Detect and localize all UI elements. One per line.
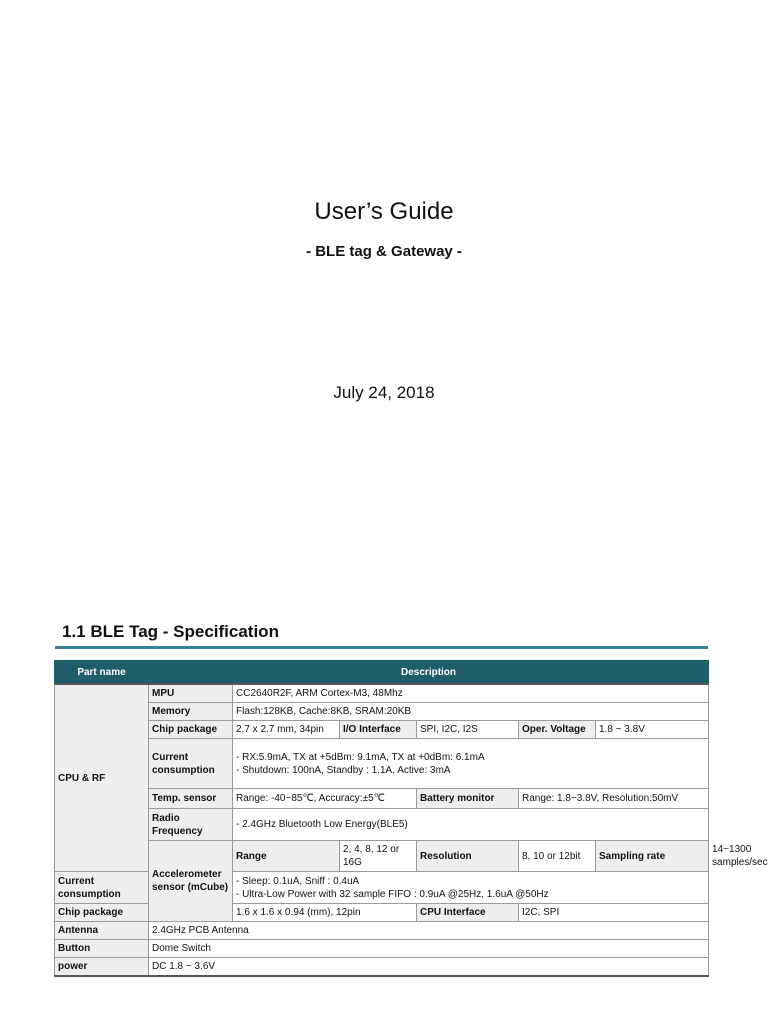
label-chip-package: Chip package [149, 721, 233, 739]
label-mpu: MPU [149, 684, 233, 703]
value-temp-sensor: Range: -40~85℃, Accuracy:±5℃ [233, 789, 417, 809]
value-accel-current [233, 872, 709, 904]
accel-current-line-1: - Sleep: 0.1uA, Sniff : 0.4uA [236, 875, 360, 887]
value-cpu-interface: I2C, SPI [519, 904, 709, 922]
section-divider [55, 646, 708, 649]
label-button: Button [55, 940, 149, 958]
table-row [55, 789, 709, 809]
table-row [55, 739, 709, 789]
table-row [55, 684, 709, 703]
label-radio-frequency: Radio Frequency [149, 809, 233, 841]
value-chip-package: 2.7 x 2.7 mm, 34pin [233, 721, 340, 739]
label-accel-current: Current consumption [55, 872, 149, 904]
value-memory: Flash:128KB, Cache:8KB, SRAM:20KB [233, 703, 709, 721]
label-accel-chip-package: Chip package [55, 904, 149, 922]
table-row [55, 721, 709, 739]
label-battery-monitor: Battery monitor [417, 789, 519, 809]
current-line-1: - RX:5.9mA, TX at +5dBm: 9.1mA, TX at +0dBm: 6.1mA [236, 751, 485, 763]
value-io-interface: SPI, I2C, I2S [417, 721, 519, 739]
value-battery-monitor: Range: 1.8~3.8V, Resolution:50mV [519, 789, 709, 809]
value-mpu: CC2640R2F, ARM Cortex-M3, 48Mhz [233, 684, 709, 703]
spec-table [54, 660, 768, 977]
label-temp-sensor: Temp. sensor [149, 789, 233, 809]
value-current-consumption [233, 739, 709, 789]
section-title: 1.1 BLE Tag - Specification [62, 622, 279, 641]
value-button: Dome Switch [149, 940, 709, 958]
label-current-consumption: Current consumption [149, 739, 233, 789]
value-radio-frequency: - 2.4GHz Bluetooth Low Energy(BLE5) [233, 809, 709, 841]
value-resolution: 8, 10 or 12bit [519, 841, 596, 872]
current-line-2: - Shutdown: 100nA, Standby : 1.1A, Active: 3mA [236, 764, 451, 776]
accel-current-line-2: - Ultra-Low Power with 32 sample FIFO : 0.9uA @25Hz, 1.6uA @50Hz [236, 888, 549, 900]
document-date: July 24, 2018 [333, 383, 435, 402]
document-title: User’s Guide [314, 198, 454, 225]
label-oper-voltage: Oper. Voltage [519, 721, 596, 739]
label-resolution: Resolution [417, 841, 519, 872]
group-cpu-rf: CPU & RF [55, 684, 149, 872]
label-sampling-rate: Sampling rate [596, 841, 709, 872]
value-range: 2, 4, 8, 12 or 16G [340, 841, 417, 872]
value-oper-voltage: 1.8 ~ 3.8V [596, 721, 709, 739]
label-cpu-interface: CPU Interface [417, 904, 519, 922]
table-row [55, 922, 709, 940]
table-row [55, 809, 709, 841]
label-io-interface: I/O Interface [340, 721, 417, 739]
table-row [55, 703, 709, 721]
label-power: power [55, 958, 149, 977]
document-subtitle: - BLE tag & Gateway - [306, 243, 462, 260]
label-memory: Memory [149, 703, 233, 721]
label-antenna: Antenna [55, 922, 149, 940]
value-power: DC 1.8 ~ 3.6V [149, 958, 709, 977]
header-description: Description [149, 661, 709, 685]
value-antenna: 2.4GHz PCB Antenna [149, 922, 709, 940]
label-range: Range [233, 841, 340, 872]
value-accel-chip-package: 1.6 x 1.6 x 0.94 (mm), 12pin [233, 904, 417, 922]
header-part-name: Part name [55, 661, 149, 685]
table-header-row [55, 661, 709, 685]
table-row [55, 940, 709, 958]
table-row [55, 958, 709, 977]
table-row: Accelerometer sensor (mCube) Range 2, 4, 8, 12 or 16G Resolution 8, 10 or 12bit Sampling rate 14~1300 samples/sec [55, 841, 709, 872]
group-accelerometer: Accelerometer sensor (mCube) [149, 841, 233, 922]
